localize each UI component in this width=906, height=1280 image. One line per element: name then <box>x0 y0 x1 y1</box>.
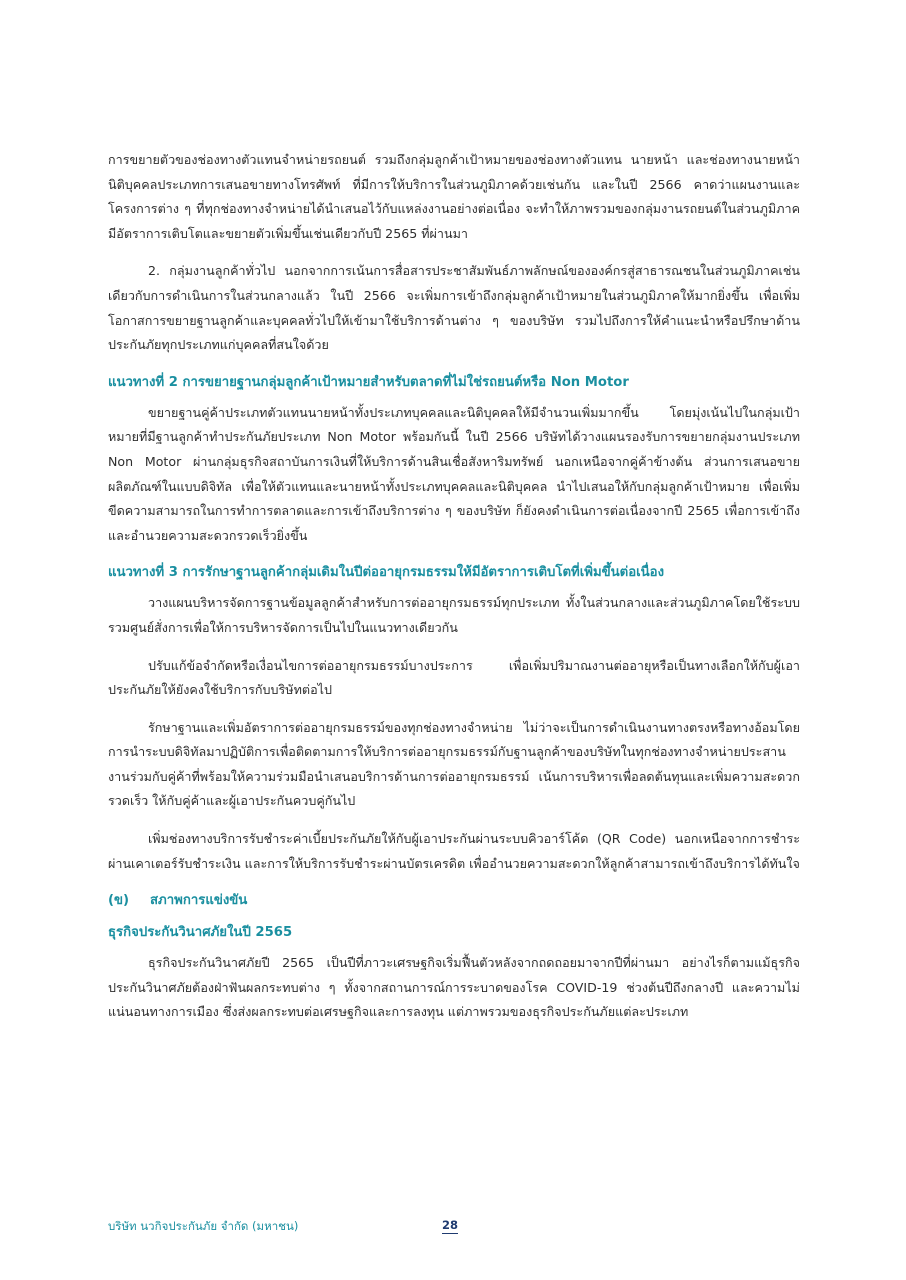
paragraph-general-customers: 2. กลุ่มงานลูกค้าทั่วไป นอกจากการเน้นการสื่อสารประชาสัมพันธ์ภาพลักษณ์ขององค์กรสู่สาธารณชนในส่วนภูมิภาคเช่นเดียวกับการดำเนินการในส่วนกลางแล้ว ในปี 2566 จะเพิ่มการเข้าถึงกลุ่มลูกค้าเป้าหมายในส่วนภูมิภาคให้มากยิ่งขึ้น เพื่อเพิ่มโอกาสการขยายฐานลูกค้าและบุคคลทั่วไปให้เข้ามาใช้บริการด้านต่าง ๆ ของบริษัท รวมไปถึงการให้คำแนะนำหรือปรึกษาด้านประกันภัยทุกประเภทแก่บุคคลที่สนใจด้วย <box>108 263 800 353</box>
paragraph-industry-2565: ธุรกิจประกันวินาศภัยปี 2565 เป็นปีที่ภาวะเศรษฐกิจเริ่มฟื้นตัวหลังจากถดถอยมาจากปีที่ผ่านมา อย่างไรก็ตามแม้ธุรกิจประกันวินาศภัยต้องฝ่าฟันผลกระทบต่าง ๆ ทั้งจากสถานการณ์การระบาดของโรค COVID-19 ช่วงต้นปีถึงกลางปี และความไม่แน่นอนทางการเมือง ซึ่งส่งผลกระทบต่อเศรษฐกิจและการลงทุน แต่ภาพรวมของธุรกิจประกันภัยแต่ละประเภท <box>108 955 800 1020</box>
page-number: 28 <box>442 1218 459 1232</box>
paragraph-renewal-conditions: ปรับแก้ข้อจำกัดหรือเงื่อนไขการต่ออายุกรมธรรม์บางประการ เพื่อเพิ่มปริมาณงานต่ออายุหรือเป็นทางเลือกให้กับผู้เอาประกันภัยให้ยังคงใช้บริการกับบริษัทต่อไป <box>108 657 800 698</box>
footer-company-name: บริษัท นวกิจประกันภัย จำกัด (มหาชน) <box>108 1219 299 1233</box>
heading-guideline-3: แนวทางที่ 3 การรักษาฐานลูกค้ากลุ่มเดิมในปีต่ออายุกรมธรรมให้มีอัตราการเติบโตที่เพิ่มขึ้นต่อเนื่อง <box>108 565 665 581</box>
paragraph-regional-motor: การขยายตัวของช่องทางตัวแทนจำหน่ายรถยนต์ รวมถึงกลุ่มลูกค้าเป้าหมายของช่องทางตัวแทน นายหน้า และช่องทางนายหน้านิติบุคคลประเภทการเสนอขายทางโทรศัพท์ ที่มีการให้บริการในส่วนภูมิภาคด้วยเช่นกัน และในปี 2566 คาดว่าแผนงานและโครงการต่าง ๆ ที่ทุกช่องทางจำหน่ายได้นำเสนอไว้กับแหล่งงานอย่างต่อเนื่อง จะทำให้ภาพรวมของกลุ่มงานรถยนต์ในส่วนภูมิภาค มีอัตราการเติบโตและขยายตัวเพิ่มขึ้นเช่นเดียวกับปี 2565 ที่ผ่านมา <box>108 152 801 241</box>
document-body <box>108 148 800 1038</box>
section-title: สภาพการแข่งขัน <box>150 893 248 909</box>
subheading-insurance-2565: ธุรกิจประกันวินาศภัยในปี 2565 <box>108 925 293 941</box>
section-number: (ข) <box>108 893 130 909</box>
paragraph-non-motor-expansion: ขยายฐานคู่ค้าประเภทตัวแทนนายหน้าทั้งประเภทบุคคลและนิติบุคคลให้มีจำนวนเพิ่มมากขึ้น โดยมุ่งเน้นไปในกลุ่มเป้าหมายที่มีฐานลูกค้าทำประกันภัยประเภท Non Motor พร้อมกันนี้ ในปี 2566 บริษัทได้วางแผนรองรับการขยายกลุ่มงานประเภท Non Motor ผ่านกลุ่มธุรกิจสถาบันการเงินที่ให้บริการด้านสินเชื่อสังหาริมทรัพย์ นอกเหนือจากคู่ค้าข้างต้น ส่วนการเสนอขายผลิตภัณฑ์ในแบบดิจิทัล เพื่อให้ตัวแทนและนายหน้าทั้งประเภทบุคคลและนิติบุคคล นำไปเสนอให้กับกลุ่มลูกค้าเป้าหมาย เพื่อเพิ่มขีดความสามารถในการทำการตลาดและการเข้าถึงบริการต่าง ๆ ของบริษัท ก็ยังคงดำเนินการต่อเนื่องจากปี 2565 เพื่อการเข้าถึงและอำนวยความสะดวกรวดเร็วยิ่งขึ้น <box>108 404 800 543</box>
paragraph-payment-channels: เพิ่มช่องทางบริการรับชำระค่าเบี้ยประกันภัยให้กับผู้เอาประกันผ่านระบบคิวอาร์โค้ด (QR Code) นอกเหนือจากการชำระผ่านเคาเตอร์รับชำระเงิน และการให้บริการรับชำระผ่านบัตรเครดิต เพื่ออำนวยความสะดวกให้ลูกค้าสามารถเข้าถึงบริการได้ทันใจ <box>108 831 800 871</box>
heading-guideline-2: แนวทางที่ 2 การขยายฐานกลุ่มลูกค้าเป้าหมายสำหรับตลาดที่ไม่ใช่รถยนต์หรือ Non Motor <box>108 374 629 390</box>
paragraph-renewal-database: วางแผนบริหารจัดการฐานข้อมูลลูกค้าสำหรับการต่ออายุกรมธรรม์ทุกประเภท ทั้งในส่วนกลางและส่วนภูมิภาคโดยใช้ระบบรวมศูนย์สั่งการเพื่อให้การบริหารจัดการเป็นไปในแนวทางเดียวกัน <box>108 595 800 635</box>
page-footer <box>108 1218 800 1238</box>
paragraph-renewal-rate: รักษาฐานและเพิ่มอัตราการต่ออายุกรมธรรม์ของทุกช่องทางจำหน่าย ไม่ว่าจะเป็นการดำเนินงานทางตรงหรือทางอ้อมโดยการนำระบบดิจิทัลมาปฏิบัติการเพื่อติดตามการให้บริการต่ออายุกรมธรรม์กับฐานลูกค้าของบริษัทในทุกช่องทางจำหน่ายประสานงานร่วมกับคู่ค้าที่พร้อมให้ความร่วมมือนำเสนอบริการด้านการต่ออายุกรมธรรม์ เน้นการบริหารเพื่อลดต้นทุนและเพิ่มความสะดวก รวดเร็ว ให้กับคู่ค้าและผู้เอาประกันควบคู่กันไป <box>108 719 800 809</box>
heading-competition <box>108 889 800 913</box>
